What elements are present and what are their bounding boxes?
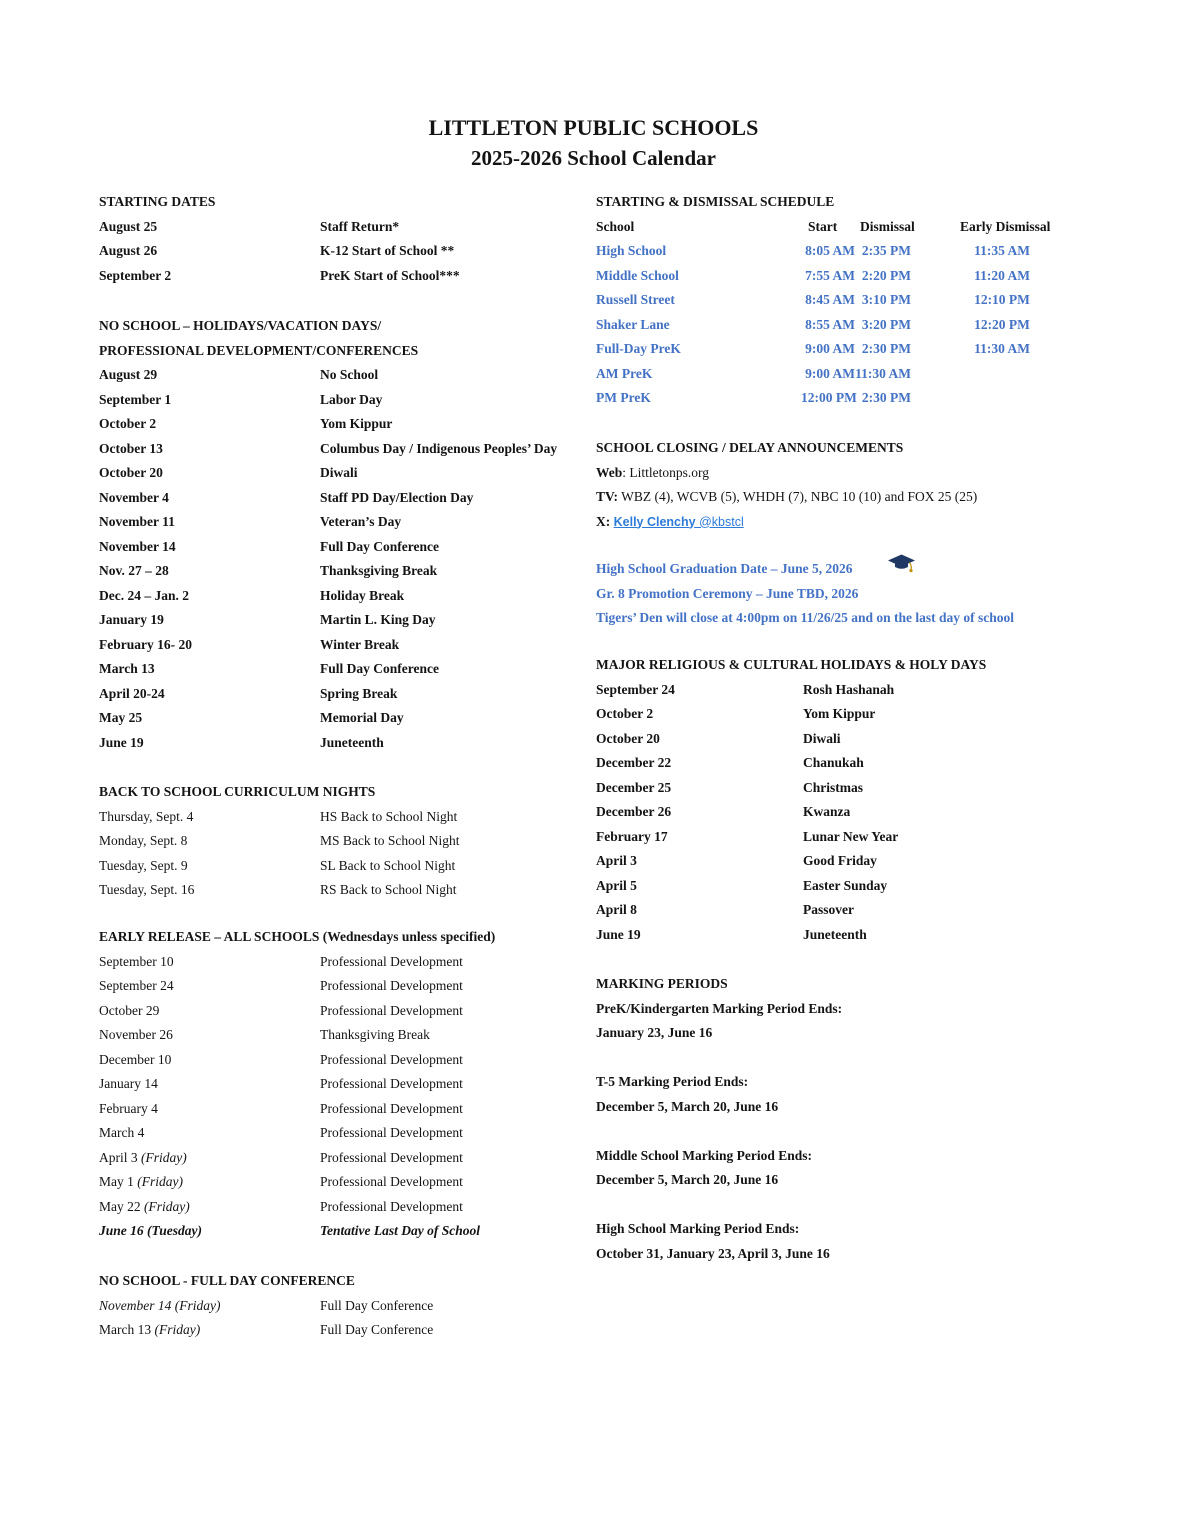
early-dismissal-time: 11:35 AM	[974, 243, 1030, 258]
row-desc: Spring Break	[320, 685, 398, 701]
tv-value: WBZ (4), WCVB (5), WHDH (7), NBC 10 (10) and FOX 25 (25)	[618, 489, 978, 504]
marking-periods-header: MARKING PERIODS	[596, 976, 728, 991]
start-time: 12:00 PM	[801, 390, 857, 405]
row-desc: Full Day Conference	[320, 1322, 434, 1337]
calendar-row	[99, 388, 557, 413]
row-desc: Juneteenth	[320, 734, 384, 750]
row-date: October 2	[596, 706, 654, 721]
calendar-row	[99, 854, 460, 879]
no-school-header-line2: PROFESSIONAL DEVELOPMENT/CONFERENCES	[99, 342, 419, 358]
start-time: 7:55 AM	[805, 267, 855, 283]
row-desc: Diwali	[320, 465, 358, 480]
marking-period-label: T-5 Marking Period Ends:	[596, 1074, 749, 1089]
closing-x-line	[596, 510, 977, 535]
row-date: October 20	[99, 465, 163, 480]
row-date: Tuesday, Sept. 16	[99, 882, 195, 897]
graduation-cap-icon	[887, 552, 917, 583]
calendar-row	[99, 535, 557, 560]
row-date: June 19	[596, 926, 641, 942]
row-date: February 17	[596, 828, 668, 844]
row-desc: Yom Kippur	[803, 706, 876, 721]
calendar-row	[99, 1219, 495, 1244]
calendar-row	[99, 559, 557, 584]
row-date: June 19	[99, 734, 144, 750]
row-date: April 5	[596, 877, 637, 893]
x-link-handle: @kbstcl	[695, 514, 744, 529]
row-desc: Lunar New Year	[803, 828, 899, 844]
row-desc: Full Day Conference	[320, 538, 439, 554]
dismissal-schedule-section	[596, 190, 1087, 411]
row-date: October 2	[99, 416, 157, 431]
school-name: High School	[596, 243, 667, 258]
calendar-row	[99, 1146, 495, 1171]
calendar-row	[99, 437, 557, 462]
row-date: November 14 (Friday)	[99, 1297, 221, 1313]
religious-holidays-section	[596, 653, 986, 947]
row-date: December 10	[99, 1051, 172, 1067]
promotion-ceremony-line: Gr. 8 Promotion Ceremony – June TBD, 2026	[596, 585, 859, 601]
calendar-row	[99, 1097, 495, 1122]
row-desc: Labor Day	[320, 391, 383, 407]
full-day-conference-header: NO SCHOOL - FULL DAY CONFERENCE	[99, 1273, 355, 1288]
x-profile-link[interactable]	[614, 515, 744, 529]
calendar-row	[99, 584, 557, 609]
row-desc: Professional Development	[320, 1174, 463, 1189]
calendar-row	[99, 1318, 433, 1343]
calendar-row	[99, 950, 495, 975]
dismissal-time: 2:30 PM	[861, 390, 911, 405]
calendar-row	[99, 731, 557, 756]
row-desc: Yom Kippur	[320, 416, 393, 431]
row-desc: Thanksgiving Break	[320, 1027, 430, 1042]
schedule-row	[596, 264, 1087, 289]
calendar-row	[99, 706, 557, 731]
early-dismissal-time: 12:20 PM	[974, 316, 1030, 332]
calendar-row	[99, 682, 557, 707]
religious-holidays-header: MAJOR RELIGIOUS & CULTURAL HOLIDAYS & HOLY DAYS	[596, 657, 987, 672]
school-name: PM PreK	[596, 390, 651, 405]
row-date: August 26	[99, 243, 158, 258]
row-date: January 19	[99, 612, 164, 627]
x-label: X:	[596, 513, 614, 529]
early-dismissal-time: 12:10 PM	[974, 292, 1030, 307]
row-desc: MS Back to School Night	[320, 833, 460, 848]
curriculum-nights-list	[99, 805, 460, 903]
row-date: September 1	[99, 391, 172, 407]
row-desc: Easter Sunday	[803, 877, 888, 893]
dismissal-time: 3:20 PM	[861, 316, 911, 332]
full-day-conference-section	[99, 1269, 433, 1343]
row-desc: SL Back to School Night	[320, 857, 456, 873]
starting-dates-list	[99, 215, 460, 289]
page-subtitle: 2025-2026 School Calendar	[470, 146, 716, 170]
row-desc: Professional Development	[320, 978, 463, 993]
row-desc: Veteran’s Day	[320, 514, 402, 529]
early-release-header: EARLY RELEASE – ALL SCHOOLS (Wednesdays unless specified)	[99, 929, 496, 944]
calendar-row	[596, 825, 986, 850]
starting-dates-section	[99, 190, 460, 288]
row-desc: HS Back to School Night	[320, 808, 458, 824]
row-desc: Passover	[803, 902, 854, 917]
row-desc: Professional Development	[320, 953, 463, 969]
marking-period-group	[596, 1070, 842, 1119]
row-date: May 25	[99, 710, 143, 725]
row-date: Monday, Sept. 8	[99, 833, 188, 848]
row-date-note: (Friday)	[137, 1149, 187, 1165]
col-start: Start	[808, 218, 838, 234]
col-dismissal: Dismissal	[860, 218, 915, 234]
start-time: 9:00 AM	[805, 341, 855, 356]
marking-period-dates: January 23, June 16	[596, 1025, 713, 1040]
row-date: August 29	[99, 367, 158, 382]
row-desc: Kwanza	[803, 804, 851, 819]
row-desc: Professional Development	[320, 1125, 463, 1140]
marking-periods-list	[596, 997, 842, 1267]
row-desc: Holiday Break	[320, 587, 405, 603]
row-desc: Good Friday	[803, 853, 877, 868]
early-dismissal-time: 11:20 AM	[974, 267, 1030, 283]
x-link-name: Kelly Clenchy	[613, 514, 696, 529]
row-date: September 24	[596, 681, 675, 697]
early-dismissal-time	[917, 386, 1087, 411]
calendar-row	[99, 633, 557, 658]
no-school-section	[99, 314, 557, 755]
row-date: October 13	[99, 440, 163, 456]
col-school: School	[596, 218, 635, 234]
row-date: November 26	[99, 1027, 173, 1042]
calendar-row	[99, 1195, 495, 1220]
calendar-row	[99, 1121, 495, 1146]
row-date: October 29	[99, 1002, 160, 1018]
row-date: June 16 (Tuesday)	[99, 1223, 202, 1238]
marking-period-group	[596, 1217, 842, 1266]
marking-period-dates: December 5, March 20, June 16	[596, 1172, 779, 1187]
row-desc: K-12 Start of School **	[320, 243, 455, 258]
row-date: December 22	[596, 755, 672, 770]
school-name: Shaker Lane	[596, 316, 670, 332]
row-desc: Professional Development	[320, 1076, 463, 1091]
row-desc: Columbus Day / Indigenous Peoples’ Day	[320, 440, 558, 456]
calendar-row	[99, 239, 460, 264]
calendar-row	[99, 1048, 495, 1073]
marking-period-group	[596, 1144, 842, 1193]
row-desc: Professional Development	[320, 1100, 463, 1116]
row-desc: Full Day Conference	[320, 1297, 434, 1313]
calendar-row	[99, 486, 557, 511]
marking-period-group	[596, 997, 842, 1046]
row-date: March 4	[99, 1125, 145, 1140]
row-date: October 20	[596, 730, 660, 746]
calendar-row	[99, 1294, 433, 1319]
calendar-row	[99, 974, 495, 999]
row-date: November 4	[99, 489, 169, 505]
row-date: April 3	[596, 853, 637, 868]
row-date: Nov. 27 – 28	[99, 563, 169, 578]
row-date: September 24	[99, 978, 174, 993]
schedule-row	[596, 337, 1087, 362]
row-desc: No School	[320, 367, 379, 382]
calendar-row	[596, 874, 986, 899]
row-date-note: (Friday)	[151, 1322, 201, 1337]
no-school-header-line1: NO SCHOOL – HOLIDAYS/VACATION DAYS/	[99, 318, 382, 333]
no-school-list	[99, 363, 557, 755]
calendar-row	[596, 800, 986, 825]
row-date-note: (Friday)	[133, 1174, 183, 1189]
dismissal-schedule-header: STARTING & DISMISSAL SCHEDULE	[596, 194, 835, 209]
calendar-row	[99, 1072, 495, 1097]
schedule-row	[596, 239, 1087, 264]
school-name: Russell Street	[596, 292, 675, 307]
graduation-date-line	[596, 557, 1014, 582]
row-date: November 11	[99, 514, 175, 529]
marking-period-dates: December 5, March 20, June 16	[596, 1098, 779, 1114]
marking-period-label: Middle School Marking Period Ends:	[596, 1147, 813, 1163]
web-value: : Littletonps.org	[622, 464, 710, 480]
web-label: Web	[596, 464, 623, 480]
row-desc: Professional Development	[320, 1198, 463, 1214]
row-desc: Thanksgiving Break	[320, 563, 438, 578]
row-date: Tuesday, Sept. 9	[99, 857, 188, 873]
row-date: September 10	[99, 953, 174, 969]
early-dismissal-time: 11:30 AM	[974, 341, 1030, 356]
row-date: February 16- 20	[99, 636, 192, 652]
calendar-row	[99, 1170, 495, 1195]
row-date: December 25	[596, 779, 672, 795]
marking-period-dates: October 31, January 23, April 3, June 16	[596, 1245, 830, 1261]
row-desc: Full Day Conference	[320, 661, 439, 676]
schedule-row	[596, 386, 1087, 411]
col-early-dismissal: Early Dismissal	[960, 218, 1051, 234]
curriculum-nights-header: BACK TO SCHOOL CURRICULUM NIGHTS	[99, 784, 376, 799]
early-release-list	[99, 950, 495, 1244]
announcements-section	[596, 557, 1014, 631]
row-desc: Staff PD Day/Election Day	[320, 489, 474, 505]
closing-web-line	[596, 461, 977, 486]
row-desc: Professional Development	[320, 1149, 463, 1165]
row-date: May 22	[99, 1198, 141, 1214]
marking-period-label: High School Marking Period Ends:	[596, 1221, 800, 1236]
row-desc: Diwali	[803, 730, 841, 746]
row-desc: Memorial Day	[320, 710, 404, 725]
dismissal-schedule-rows	[596, 239, 1087, 411]
dismissal-schedule-column-headers	[596, 215, 1087, 240]
calendar-row	[99, 363, 557, 388]
calendar-row	[596, 776, 986, 801]
calendar-row	[596, 702, 986, 727]
schedule-row	[596, 313, 1087, 338]
row-desc: Christmas	[803, 779, 863, 795]
calendar-row	[99, 829, 460, 854]
starting-dates-header: STARTING DATES	[99, 194, 216, 209]
row-date: April 20-24	[99, 685, 165, 701]
school-closing-header: SCHOOL CLOSING / DELAY ANNOUNCEMENTS	[596, 440, 904, 455]
calendar-row	[99, 657, 557, 682]
schedule-row	[596, 288, 1087, 313]
row-desc: Martin L. King Day	[320, 612, 436, 627]
full-day-conference-list	[99, 1294, 433, 1343]
dismissal-time: 2:30 PM	[861, 341, 911, 356]
dismissal-time: 2:35 PM	[861, 243, 911, 258]
closing-tv-line	[596, 485, 977, 510]
dismissal-time: 3:10 PM	[861, 292, 911, 307]
curriculum-nights-section	[99, 780, 460, 903]
calendar-row	[99, 878, 460, 903]
calendar-row	[596, 898, 986, 923]
religious-holidays-list	[596, 678, 986, 948]
start-time: 8:05 AM	[805, 243, 855, 258]
row-date: August 25	[99, 218, 158, 234]
calendar-row	[596, 923, 986, 948]
calendar-row	[596, 849, 986, 874]
row-date: January 14	[99, 1076, 158, 1091]
row-date: December 26	[596, 804, 672, 819]
row-date: Dec. 24 – Jan. 2	[99, 587, 189, 603]
tv-label: TV:	[596, 489, 619, 504]
school-closing-section	[596, 436, 977, 534]
row-date: April 3	[99, 1149, 138, 1165]
school-name: AM PreK	[596, 365, 653, 381]
row-desc: Chanukah	[803, 755, 864, 770]
row-desc: RS Back to School Night	[320, 882, 457, 897]
row-desc: Professional Development	[320, 1002, 463, 1018]
row-desc: Staff Return*	[320, 218, 400, 234]
row-date: April 8	[596, 902, 637, 917]
row-date: February 4	[99, 1100, 158, 1116]
start-time: 8:45 AM	[805, 292, 855, 307]
tigers-den-line: Tigers’ Den will close at 4:00pm on 11/26/25 and on the last day of school	[596, 610, 1015, 625]
calendar-row	[99, 1023, 495, 1048]
calendar-row	[99, 510, 557, 535]
marking-periods-section	[596, 972, 842, 1291]
start-time: 9:00 AM	[805, 365, 855, 381]
row-date: Thursday, Sept. 4	[99, 808, 194, 824]
dismissal-time: 2:20 PM	[861, 267, 911, 283]
row-date-note: (Friday)	[140, 1198, 190, 1214]
row-desc: PreK Start of School***	[320, 267, 460, 283]
school-name: Middle School	[596, 267, 679, 283]
marking-period-label: PreK/Kindergarten Marking Period Ends:	[596, 1000, 843, 1016]
start-time: 8:55 AM	[805, 316, 855, 332]
page-header	[0, 112, 1187, 173]
row-date: May 1	[99, 1174, 134, 1189]
row-desc: Tentative Last Day of School	[320, 1223, 480, 1238]
dismissal-time: 11:30 AM	[855, 365, 911, 381]
calendar-row	[596, 727, 986, 752]
calendar-row	[99, 412, 557, 437]
calendar-row	[99, 461, 557, 486]
row-desc: Winter Break	[320, 636, 400, 652]
calendar-row	[99, 608, 557, 633]
calendar-row	[596, 678, 986, 703]
calendar-row	[99, 215, 460, 240]
calendar-row	[99, 264, 460, 289]
row-date: March 13	[99, 1322, 152, 1337]
page-title: LITTLETON PUBLIC SCHOOLS	[428, 115, 759, 140]
calendar-row	[99, 999, 495, 1024]
school-name: Full-Day PreK	[596, 341, 681, 356]
early-release-section	[99, 925, 495, 1244]
row-desc: Juneteenth	[803, 926, 867, 942]
graduation-date-text: High School Graduation Date – June 5, 2026	[596, 561, 853, 576]
row-date: November 14	[99, 538, 176, 554]
row-desc: Professional Development	[320, 1051, 463, 1067]
early-dismissal-time	[917, 362, 1087, 387]
calendar-row	[596, 751, 986, 776]
schedule-row	[596, 362, 1087, 387]
row-desc: Rosh Hashanah	[803, 681, 895, 697]
row-date: September 2	[99, 267, 172, 283]
row-date: March 13	[99, 661, 155, 676]
calendar-row	[99, 805, 460, 830]
